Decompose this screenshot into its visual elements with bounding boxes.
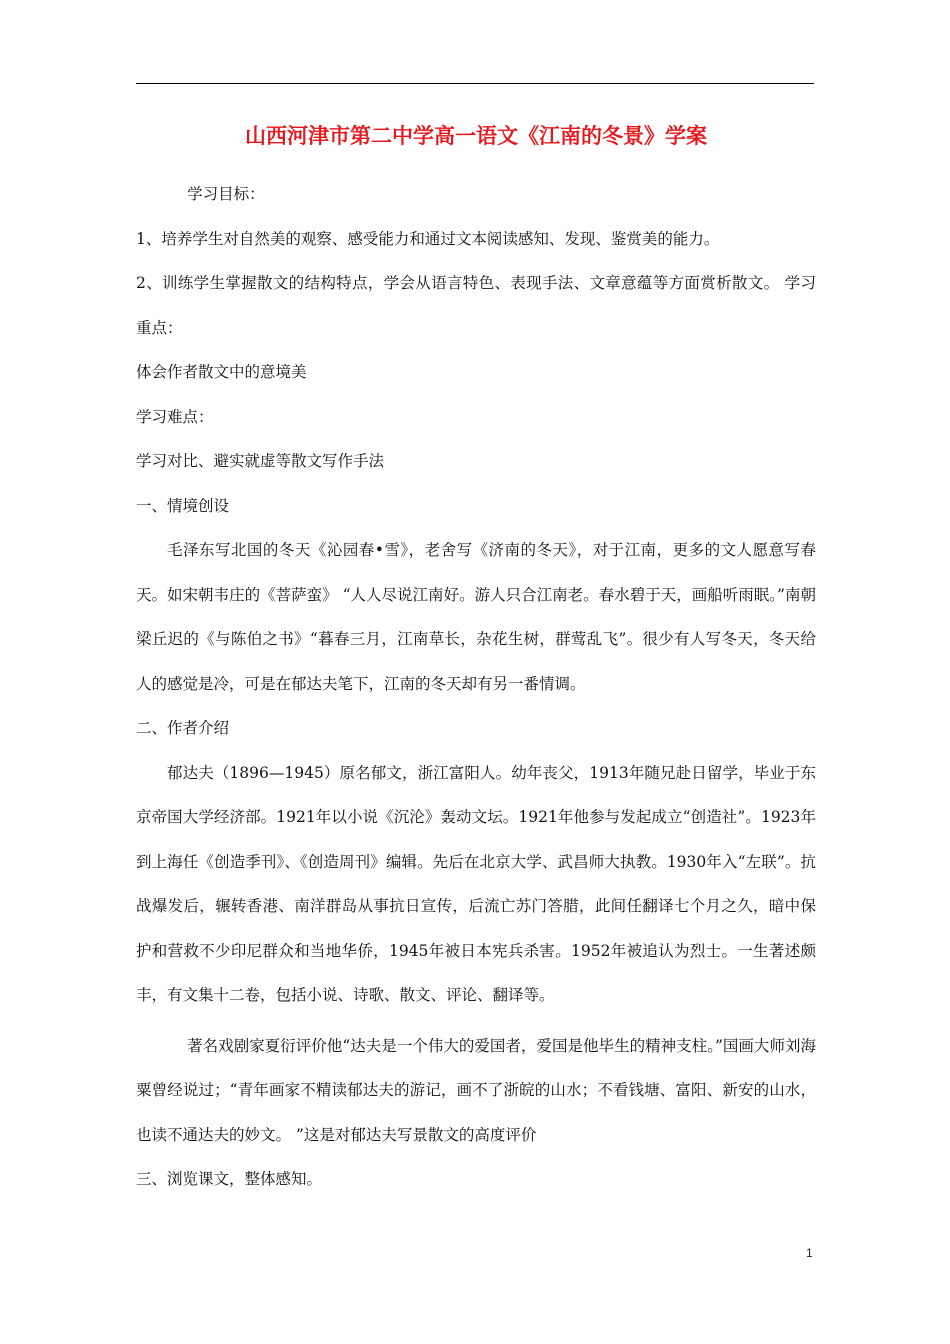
document-body bbox=[136, 114, 816, 1202]
scenario-paragraph: 毛泽东写北国的冬天《沁园春•雪》，老舍写《济南的冬天》，对于江南，更多的文人愿意写春天。如宋朝韦庄的《菩萨蛮》 “人人尽说江南好。游人只合江南老。春水碧于天，画船听雨眠。”南朝梁丘迟的《与陈伯之书》“暮春三月，江南草长，杂花生树，群莺乱飞”。很少有人写冬天，冬天给人的感觉是冷，可是在郁达夫笔下，江南的冬天却有另一番情调。 bbox=[136, 541, 816, 693]
header-rule bbox=[136, 83, 814, 84]
section-3-heading: 三、浏览课文，整体感知。 bbox=[136, 1170, 323, 1188]
objective-1: 1、培养学生对自然美的观察、感受能力和通过文本阅读感知、发现、鉴赏美的能力。 bbox=[136, 229, 720, 248]
section-2-heading: 二、作者介绍 bbox=[136, 719, 230, 737]
document-title: 山西河津市第二中学高一语文《江南的冬景》学案 bbox=[245, 124, 707, 148]
objective-2: 2、训练学生掌握散文的结构特点，学会从语言特色、表现手法、文章意蕴等方面赏析散文。 学习重点： bbox=[136, 274, 816, 337]
key-point-text: 体会作者散文中的意境美 bbox=[136, 363, 307, 381]
heading-difficulties: 学习难点： bbox=[136, 407, 214, 426]
section-1-heading: 一、情境创设 bbox=[136, 496, 230, 515]
author-bio-paragraph: 郁达夫（1896—1945）原名郁文，浙江富阳人。幼年丧父，1913年随兄赴日留学，毕业于东京帝国大学经济部。1921年以小说《沉沦》轰动文坛。1921年他参与发起成立“创造社”。1923年到上海任《创造季刊》、《创造周刊》编辑。先后在北京大学、武昌师大执教。1930年入“左联”。抗战爆发后，辗转香港、南洋群岛从事抗日宣传，后流亡苏门答腊，此间任翻译七个月之久，暗中保护和营救不少印尼群众和当地华侨，1945年被日本宪兵杀害。1952年被追认为烈士。一生著述颇丰，有文集十二卷，包括小说、诗歌、散文、评论、翻译等。 bbox=[136, 763, 816, 1004]
author-evaluation-paragraph: 著名戏剧家夏衍评价他“达夫是一个伟大的爱国者，爱国是他毕生的精神支柱。”国画大师刘海粟曾经说过；“青年画家不精读郁达夫的游记，画不了浙皖的山水；不看钱塘、富阳、新安的山水，也读不通达夫的妙文。 ”这是对郁达夫写景散文的高度评价 bbox=[136, 1036, 816, 1144]
heading-learning-objectives: 学习目标： bbox=[187, 185, 265, 203]
difficulty-text: 学习对比、避实就虚等散文写作手法 bbox=[136, 452, 385, 470]
page-number: 1 bbox=[806, 1246, 813, 1260]
